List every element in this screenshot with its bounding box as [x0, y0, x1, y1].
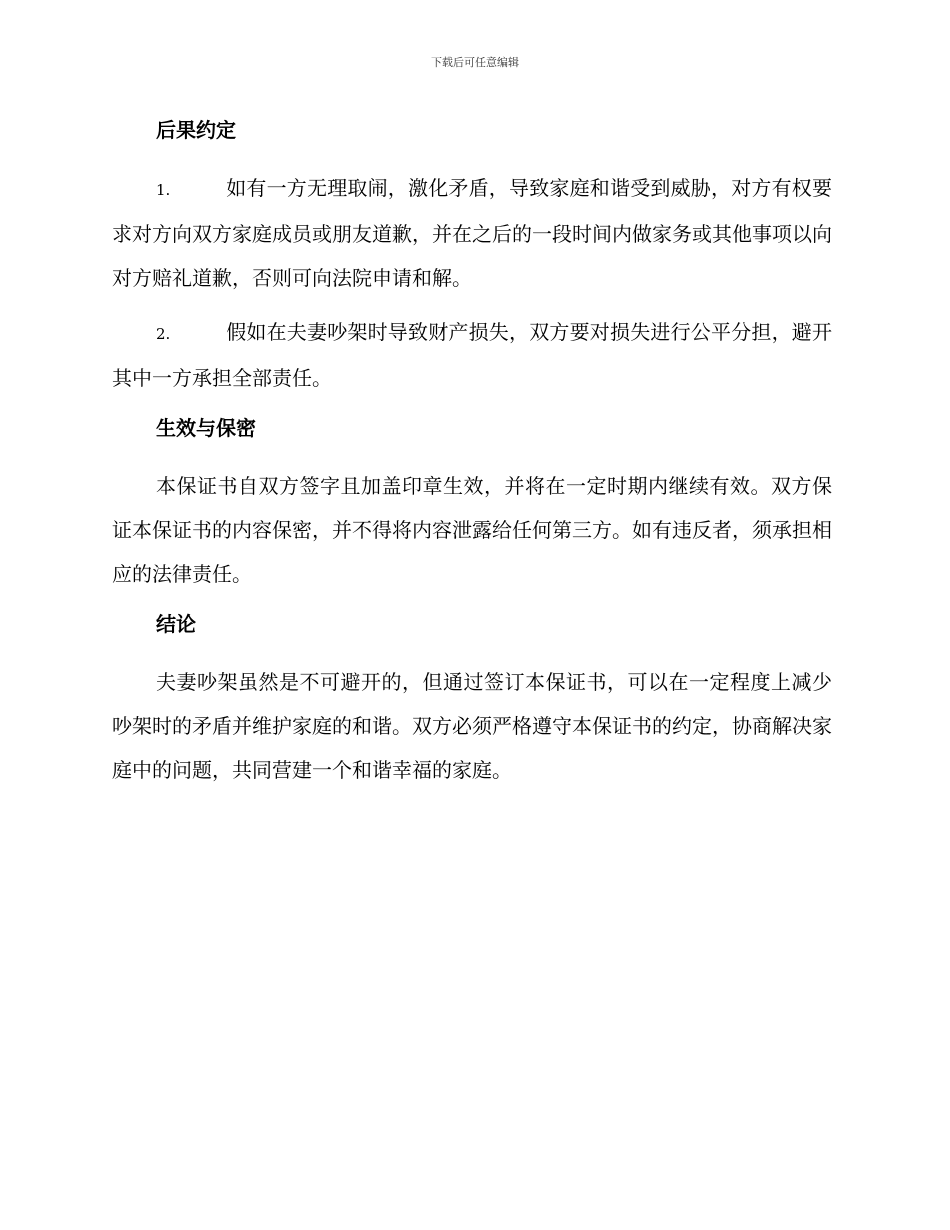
list-item-1	[112, 166, 832, 300]
section-title-consequences: 后果约定	[156, 118, 236, 142]
list-number: 1.	[156, 181, 171, 199]
document-body	[112, 112, 832, 802]
paragraph-effect-confidentiality: 本保证书自双方签字且加盖印章生效，并将在一定时期内继续有效。双方保证本保证书的内容保密，并不得将内容泄露给任何第三方。如有违反者，须承担相应的法律责任。	[112, 474, 832, 586]
section-title-effect-confidentiality: 生效与保密	[156, 416, 256, 440]
paragraph-conclusion: 夫妻吵架虽然是不可避开的，但通过签订本保证书，可以在一定程度上减少吵架时的矛盾并维护家庭的和谐。双方必须严格遵守本保证书的约定，协商解决家庭中的问题，共同营建一个和谐幸福的家庭。	[112, 670, 832, 782]
page-header: 下载后可任意编辑	[431, 56, 519, 69]
list-item-text: 假如在夫妻吵架时导致财产损失，双方要对损失进行公平分担，避开其中一方承担全部责任。	[112, 320, 832, 390]
list-item-2	[112, 310, 832, 400]
list-number: 2.	[156, 325, 171, 343]
list-item-text: 如有一方无理取闹，激化矛盾，导致家庭和谐受到威胁，对方有权要求对方向双方家庭成员或朋友道歉，并在之后的一段时间内做家务或其他事项以向对方赔礼道歉，否则可向法院申请和解。	[112, 176, 832, 290]
section-title-conclusion: 结论	[156, 612, 196, 636]
